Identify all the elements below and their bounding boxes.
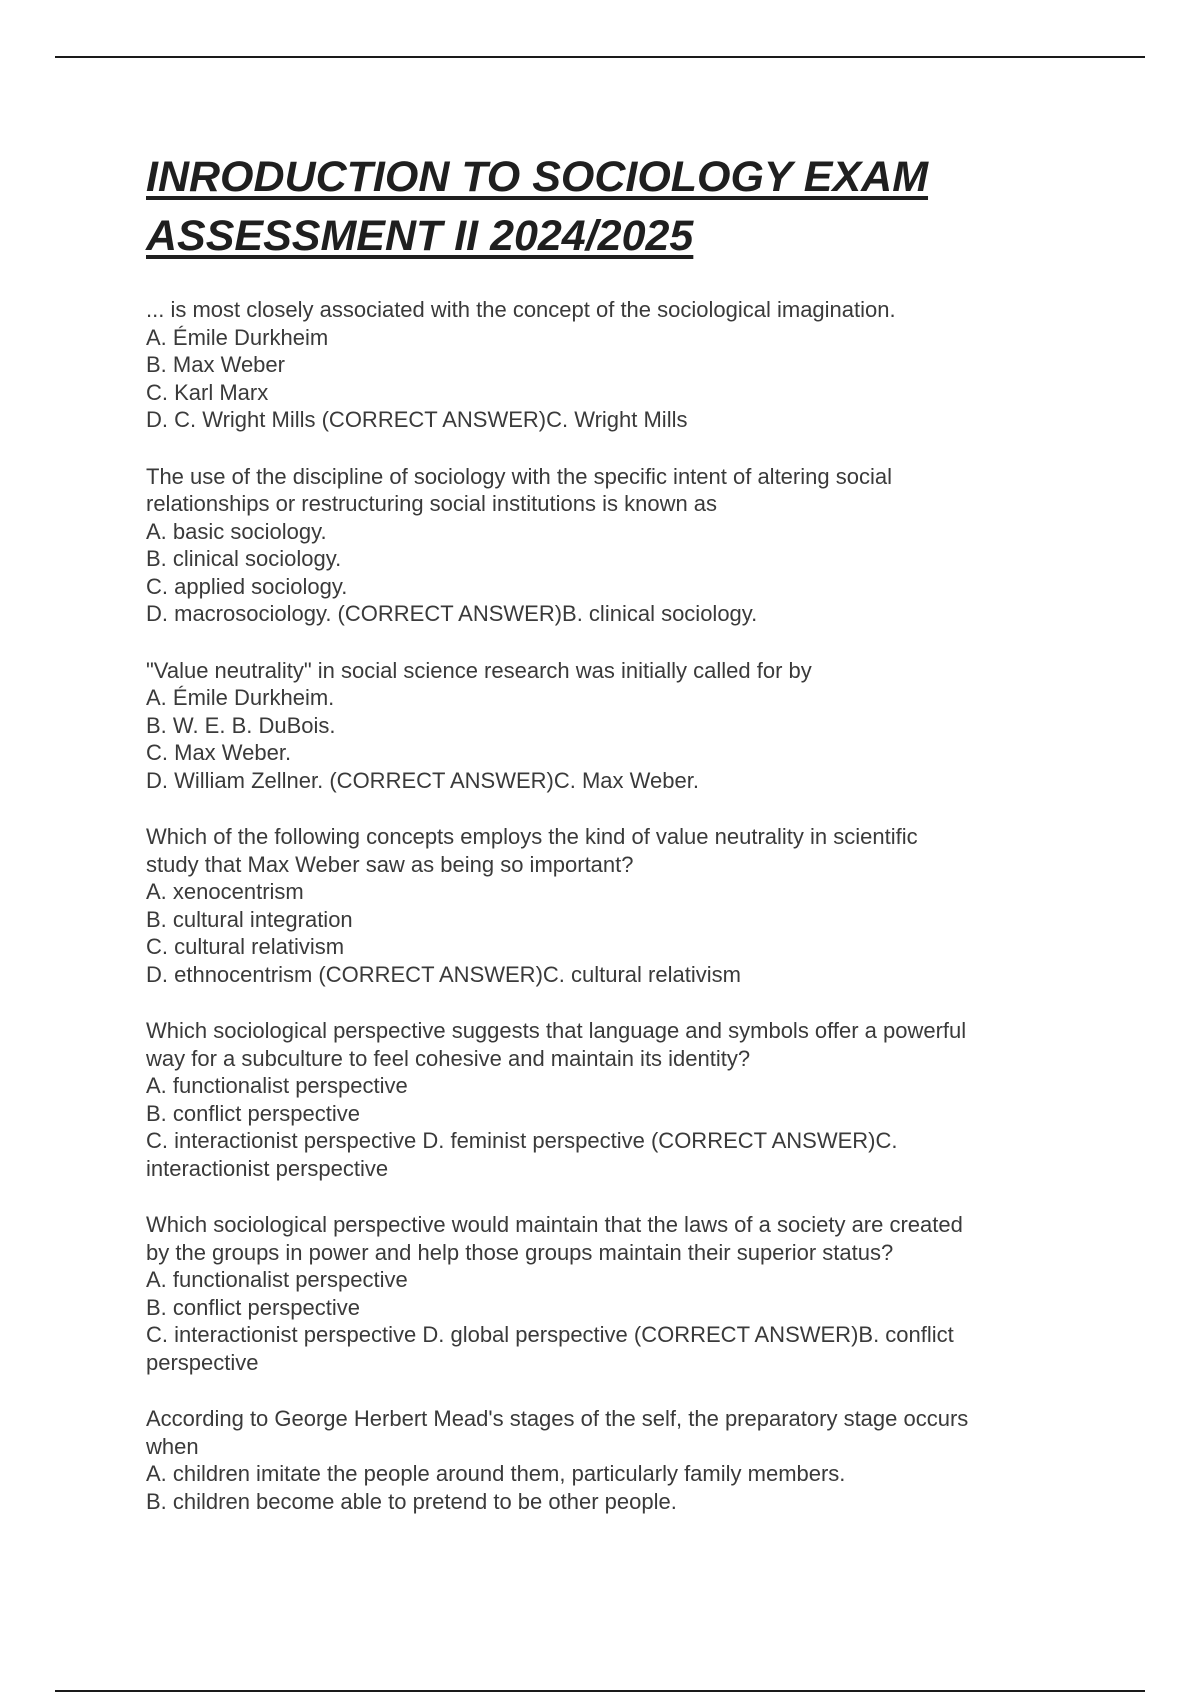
answer-option: B. conflict perspective xyxy=(146,1294,360,1320)
question-block xyxy=(146,463,1066,628)
question-text: study that Max Weber saw as being so important? xyxy=(146,851,634,877)
question-text: interactionist perspective xyxy=(146,1155,389,1181)
document-title xyxy=(146,148,1066,266)
answer-option: C. applied sociology. xyxy=(146,573,348,599)
answer-option: A. functionalist perspective xyxy=(146,1073,408,1098)
question-block xyxy=(146,823,1066,988)
answer-option: B. conflict perspective xyxy=(146,1100,360,1126)
answer-option: B. W. E. B. DuBois. xyxy=(146,712,336,738)
question-text: ... is most closely associated with the concept of the sociological imagination. xyxy=(146,297,896,322)
header-rule xyxy=(55,56,1145,58)
answer-option: D. William Zellner. (CORRECT ANSWER)C. Max Weber. xyxy=(146,767,699,793)
answer-option: B. clinical sociology. xyxy=(146,546,342,571)
answer-option: D. ethnocentrism (CORRECT ANSWER)C. cultural relativism xyxy=(146,961,741,987)
answer-option: C. Max Weber. xyxy=(146,740,292,765)
question-text: Which sociological perspective would maintain that the laws of a society are created xyxy=(146,1212,963,1237)
question-text: relationships or restructuring social institutions is known as xyxy=(146,491,718,516)
question-text: According to George Herbert Mead's stages of the self, the preparatory stage occurs xyxy=(146,1406,969,1431)
answer-option: A. Émile Durkheim xyxy=(146,324,329,350)
document-title-line: INRODUCTION TO SOCIOLOGY EXAM xyxy=(146,153,929,201)
answer-option: D. macrosociology. (CORRECT ANSWER)B. clinical sociology. xyxy=(146,601,758,626)
question-text: when xyxy=(146,1433,199,1459)
answer-option: A. basic sociology. xyxy=(146,518,327,544)
answer-option: A. children imitate the people around them, particularly family members. xyxy=(146,1461,846,1486)
answer-option: A. Émile Durkheim. xyxy=(146,685,335,710)
answer-option: D. C. Wright Mills (CORRECT ANSWER)C. Wright Mills xyxy=(146,407,688,432)
answer-option: C. Karl Marx xyxy=(146,379,269,405)
question-block xyxy=(146,1017,1066,1182)
answer-option: B. Max Weber xyxy=(146,352,285,377)
document-title-line: ASSESSMENT II 2024/2025 xyxy=(146,212,694,260)
question-text: by the groups in power and help those groups maintain their superior status? xyxy=(146,1239,894,1265)
answer-option: B. cultural integration xyxy=(146,906,353,932)
question-block xyxy=(146,1405,1066,1515)
question-block xyxy=(146,1211,1066,1376)
answer-option: B. children become able to pretend to be other people. xyxy=(146,1488,677,1514)
question-text: "Value neutrality" in social science research was initially called for by xyxy=(146,657,812,683)
question-text: way for a subculture to feel cohesive and maintain its identity? xyxy=(146,1045,751,1071)
question-text: Which sociological perspective suggests that language and symbols offer a powerful xyxy=(146,1018,967,1043)
footer-rule xyxy=(55,1690,1145,1692)
question-text: Which of the following concepts employs the kind of value neutrality in scientific xyxy=(146,824,918,849)
question-text: The use of the discipline of sociology with the specific intent of altering social xyxy=(146,463,892,489)
answer-option: C. interactionist perspective D. feminist perspective (CORRECT ANSWER)C. xyxy=(146,1128,898,1153)
document-body xyxy=(146,148,1066,1515)
question-text: perspective xyxy=(146,1349,259,1375)
question-block xyxy=(146,296,1066,434)
answer-option: A. xenocentrism xyxy=(146,879,304,904)
question-block xyxy=(146,657,1066,795)
answer-option: C. cultural relativism xyxy=(146,934,345,959)
question-list xyxy=(146,296,1066,1515)
answer-option: C. interactionist perspective D. global perspective (CORRECT ANSWER)B. conflict xyxy=(146,1322,954,1347)
answer-option: A. functionalist perspective xyxy=(146,1267,408,1292)
